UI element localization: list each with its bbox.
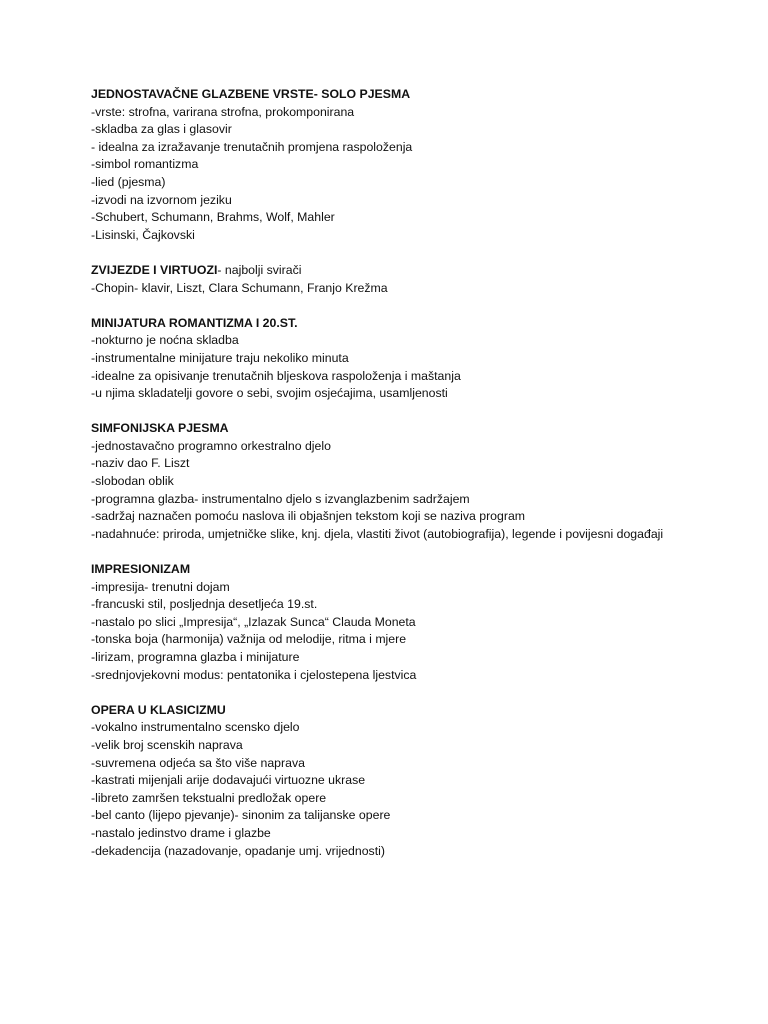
bullet-line: -jednostavačno programno orkestralno djelo (91, 438, 331, 453)
section-heading-line (91, 86, 691, 104)
bullet-line: -Chopin- klavir, Liszt, Clara Schumann, Franjo Krežma (91, 280, 388, 295)
bullet-line: -francuski stil, posljednja desetljeća 19.st. (91, 597, 318, 612)
bullet-line: -lirizam, programna glazba i minijature (91, 650, 300, 664)
section-heading-line (91, 420, 691, 438)
section (91, 420, 691, 543)
section-title: SIMFONIJSKA PJESMA (91, 421, 229, 436)
section-heading-line (91, 315, 691, 333)
section-title: MINIJATURA ROMANTIZMA I 20.ST. (91, 315, 298, 330)
bullet-line: -srednjovjekovni modus: pentatonika i cjelostepena ljestvica (91, 667, 417, 682)
section-title: ZVIJEZDE I VIRTUOZI (91, 262, 218, 277)
bullet-line: -tonska boja (harmonija) važnija od melodije, ritma i mjere (91, 632, 407, 647)
bullet-line: -velik broj scenskih naprava (91, 737, 243, 752)
bullet-line: -bel canto (lijepo pjevanje)- sinonim za talijanske opere (91, 808, 391, 823)
bullet-line: -simbol romantizma (91, 157, 199, 172)
bullet-line: -skladba za glas i glasovir (91, 122, 232, 137)
section-title: JEDNOSTAVAČNE GLAZBENE VRSTE- SOLO PJESMA (91, 87, 411, 101)
bullet-line: -dekadencija (nazadovanje, opadanje umj. vrijednosti) (91, 843, 385, 858)
bullet-line: -programna glazba- instrumentalno djelo s izvanglazbenim sadržajem (91, 491, 470, 506)
bullet-line: -nadahnuće: priroda, umjetničke slike, knj. djela, vlastiti život (autobiografija), legende i povijesni događaji (91, 526, 664, 541)
section-heading-line (91, 262, 691, 280)
section-title: OPERA U KLASICIZMU (91, 702, 226, 717)
bullet-line: -lied (pjesma) (91, 174, 166, 189)
bullet-line: -libreto zamršen tekstualni predložak opere (91, 790, 327, 805)
bullet-line: -naziv dao F. Liszt (91, 456, 190, 471)
bullet-line: -instrumentalne minijature traju nekoliko minuta (91, 350, 349, 365)
bullet-line: -izvodi na izvornom jeziku (91, 192, 232, 207)
bullet-line: -Schubert, Schumann, Brahms, Wolf, Mahler (91, 210, 335, 225)
bullet-line: -Lisinski, Čajkovski (91, 227, 195, 242)
section-title-suffix: - najbolji svirači (217, 262, 302, 277)
section (91, 315, 691, 403)
bullet-line: -u njima skladatelji govore o sebi, svojim osjećajima, usamljenosti (91, 386, 448, 401)
bullet-line: -idealne za opisivanje trenutačnih bljeskova raspoloženja i maštanja (91, 368, 461, 383)
bullet-line: -vokalno instrumentalno scensko djelo (91, 720, 300, 735)
section-heading-line (91, 702, 691, 720)
bullet-line: -sadržaj naznačen pomoću naslova ili objašnjen tekstom koji se naziva program (91, 509, 526, 524)
bullet-line: -slobodan oblik (91, 474, 174, 489)
bullet-line: -suvremena odjeća sa što više naprava (91, 755, 305, 770)
bullet-line: -impresija- trenutni dojam (91, 579, 230, 594)
bullet-line: -nokturno je noćna skladba (91, 333, 239, 348)
bullet-line: -nastalo po slici „Impresija“, „Izlazak Sunca“ Clauda Moneta (91, 614, 416, 629)
bullet-line: -kastrati mijenjali arije dodavajući virtuozne ukrase (91, 773, 366, 788)
section (91, 262, 691, 297)
section (91, 702, 691, 860)
bullet-line: - idealna za izražavanje trenutačnih promjena raspoloženja (91, 139, 413, 154)
section (91, 561, 691, 684)
section-heading-line (91, 561, 691, 579)
section (91, 86, 691, 244)
document-page (91, 86, 691, 878)
section-title: IMPRESIONIZAM (91, 562, 191, 577)
bullet-line: -nastalo jedinstvo drame i glazbe (91, 825, 271, 840)
bullet-line: -vrste: strofna, varirana strofna, prokomponirana (91, 104, 355, 119)
